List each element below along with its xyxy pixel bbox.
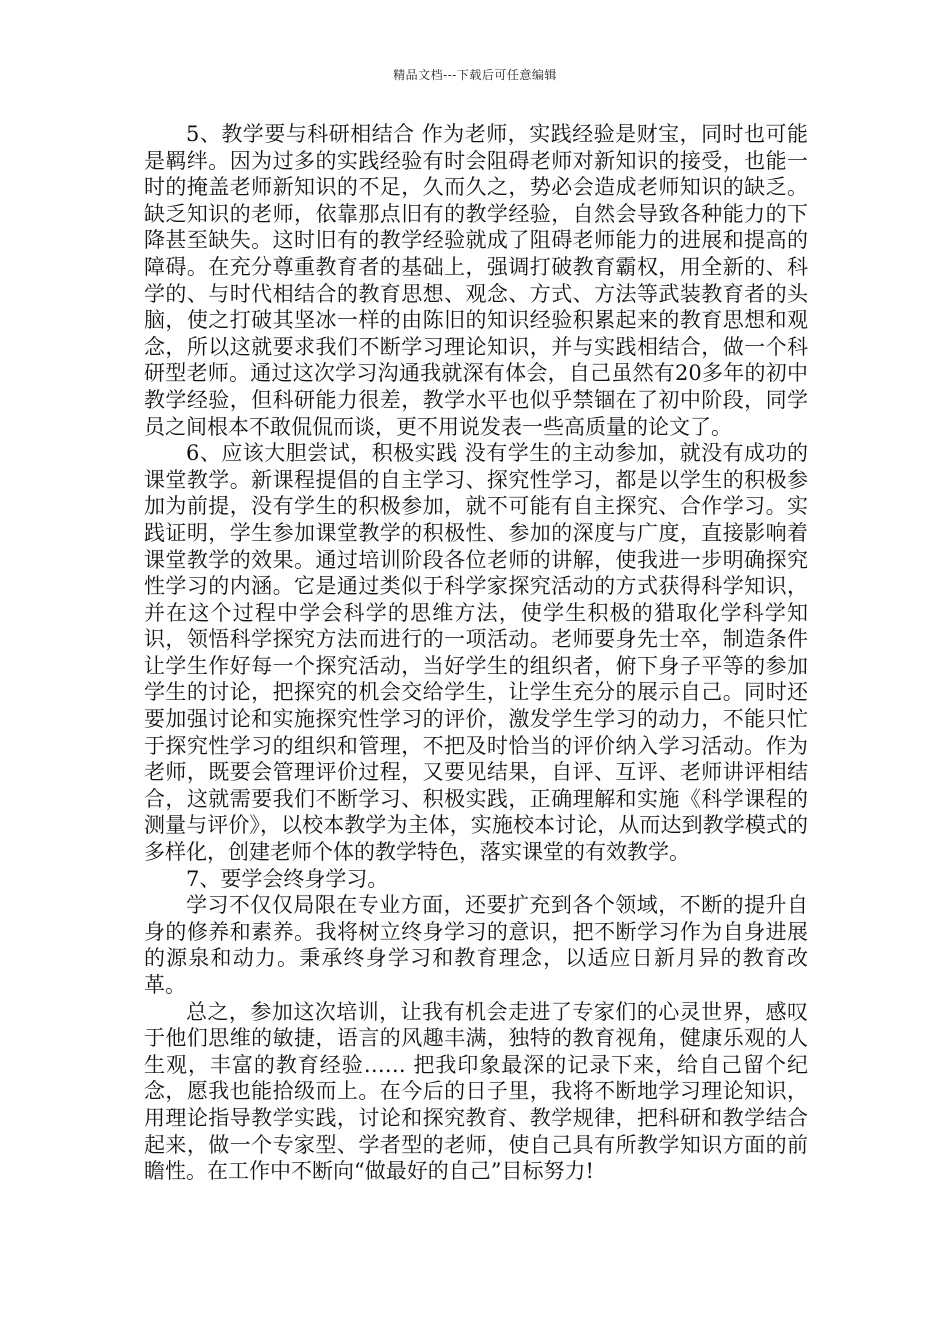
paragraph-teaching-research: 5、教学要与科研相结合 作为老师，实践经验是财宝，同时也可能是羁绊。因为过多的实践经验有时会阻碍老师对新知识的接受，也能一时的掩盖老师新知识的不足，久而久之，势必会造成老师知识的缺乏。缺乏知识的老师，依靠那点旧有的教学经验，自然会导致各种能力的下降甚至缺失。这时旧有的教学经验就成了阻碍老师能力的进展和提高的障碍。在充分尊重教育者的基础上，强调打破教育霸权，用全新的、科学的、与时代相结合的教育思想、观念、方式、方法等武装教育者的头脑，使之打破其坚冰一样的由陈旧的知识经验积累起来的教育思想和观念，所以这就要求我们不断学习理论知识，并与实践相结合，做一个科研型老师。通过这次学习沟通我就深有体会，自己虽然有20多年的初中教学经验，但科研能力很差，教学水平也似乎禁锢在了初中阶段，同学员之间根本不敢侃侃而谈，更不用说发表一些高质量的论文了。 xyxy=(144,122,808,439)
paragraph-conclusion: 总之，参加这次培训，让我有机会走进了专家们的心灵世界，感叹于他们思维的敏捷，语言的风趣丰满，独特的教育视角，健康乐观的人生观，丰富的教育经验…… 把我印象最深的记录下来，给自己留个纪念，愿我也能拾级而上。在今后的日子里，我将不断地学习理论知识，用理论指导教学实践，讨论和探究教育、教学规律，把科研和教学结合起来，做一个专家型、学者型的老师，使自己具有所教学知识方面的前瞻性。在工作中不断向“做最好的自己”目标努力! xyxy=(144,999,808,1184)
paragraph-bold-practice: 6、应该大胆尝试，积极实践 没有学生的主动参加，就没有成功的课堂教学。新课程提倡的自主学习、探究性学习，都是以学生的积极参加为前提，没有学生的积极参加，就不可能有自主探究、合作学习。实践证明，学生参加课堂教学的积极性、参加的深度与广度，直接影响着课堂教学的效果。通过培训阶段各位老师的讲解，使我进一步明确探究性学习的内涵。它是通过类似于科学家探究活动的方式获得科学知识，并在这个过程中学会科学的思维方法，使学生积极的猎取化学科学知识，领悟科学探究方法而进行的一项活动。老师要身先士卒，制造条件让学生作好每一个探究活动，当好学生的组织者，俯下身子平等的参加学生的讨论，把探究的机会交给学生，让学生充分的展示自己。同时还要加强讨论和实施探究性学习的评价，激发学生学习的动力，不能只忙于探究性学习的组织和管理，不把及时恰当的评价纳入学习活动。作为老师，既要会管理评价过程，又要见结果，自评、互评、老师讲评相结合，这就需要我们不断学习、积极实践，正确理解和实施《科学课程的测量与评价》，以校本教学为主体，实施校本讨论，从而达到教学模式的多样化，创建老师个体的教学特色，落实课堂的有效教学。 xyxy=(144,441,808,865)
paragraph-lifelong-learning-heading: 7、要学会终身学习。 xyxy=(186,866,389,891)
document-body xyxy=(144,121,808,1185)
page-header: 精品文档---下载后可任意编辑 xyxy=(393,68,557,82)
paragraph-lifelong-learning: 学习不仅仅局限在专业方面，还要扩充到各个领域，不断的提升自身的修养和素养。我将树立终身学习的意识，把不断学习作为自身进展的源泉和动力。秉承终身学习和教育理念，以适应日新月异的教育改革。 xyxy=(144,893,808,997)
